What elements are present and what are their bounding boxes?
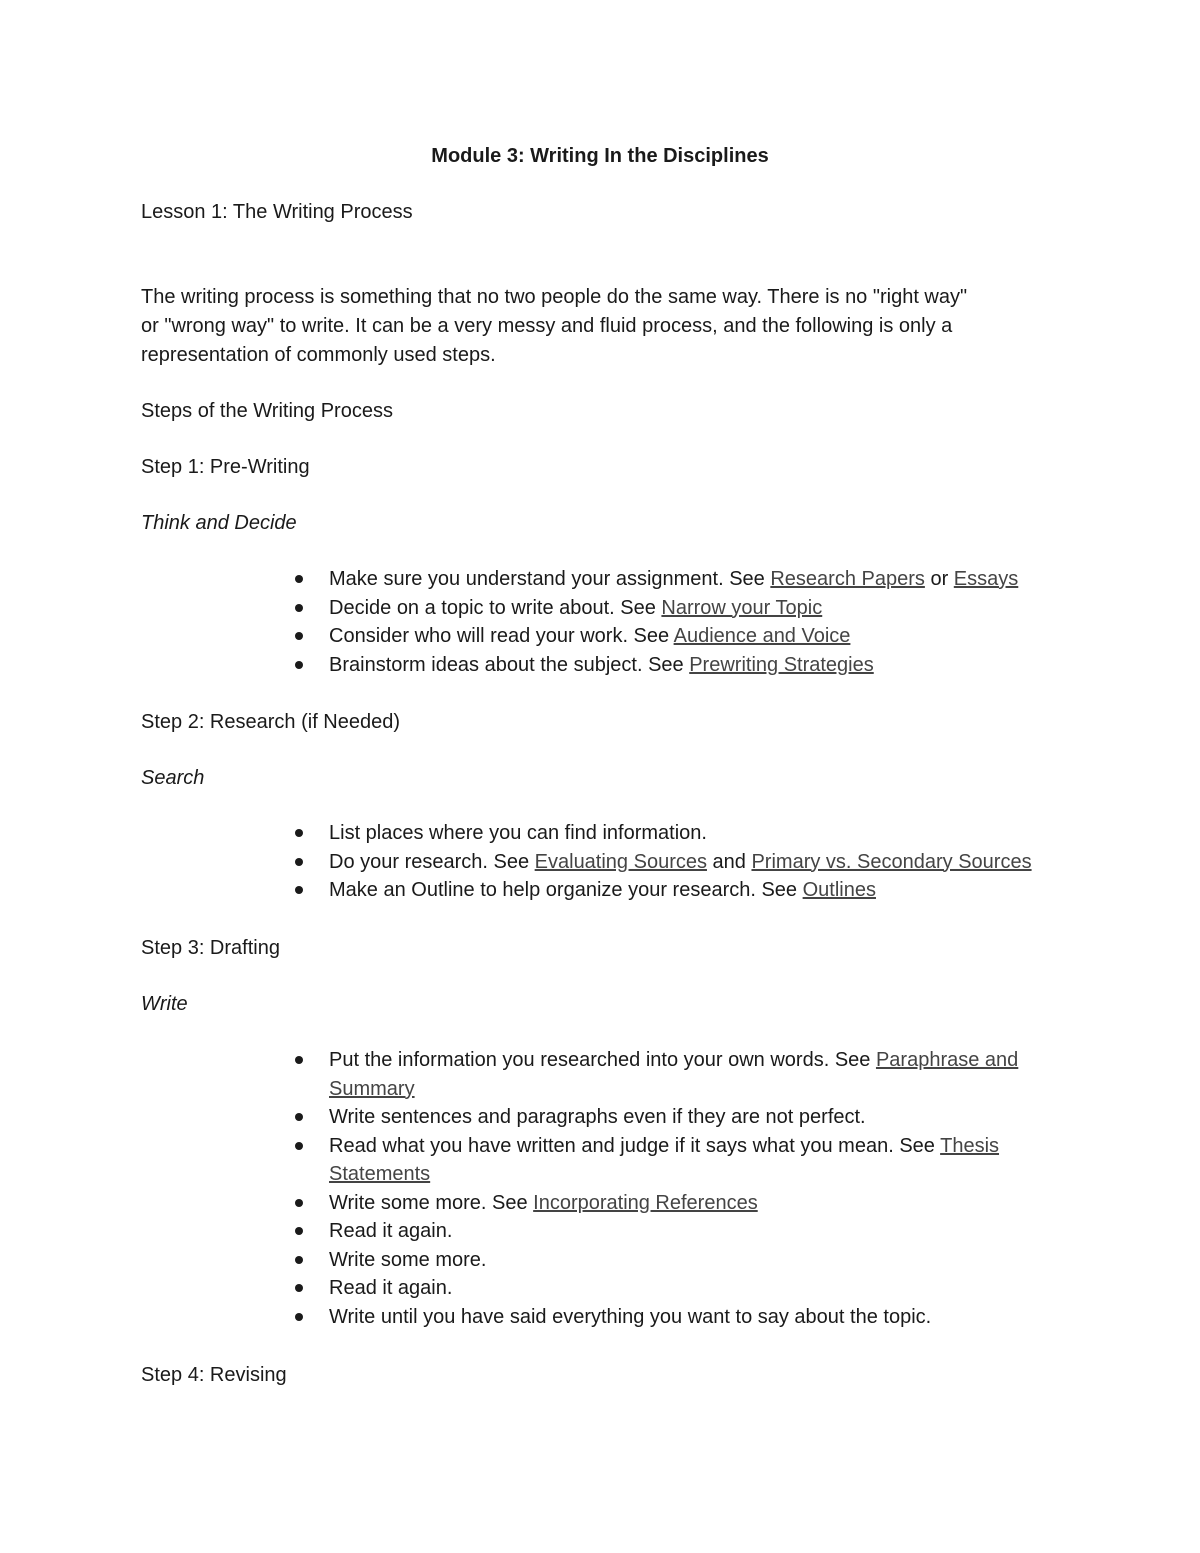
step1-list (329, 565, 1069, 679)
intro-line-3: representation of commonly used steps. (141, 344, 496, 366)
list-item: Put the information you researched into your own words. See Paraphrase and Summary (329, 1046, 1069, 1103)
intro-line-2: or "wrong way" to write. It can be a very messy and fluid process, and the following is only a (141, 315, 953, 337)
list-item: List places where you can find information. (329, 819, 1069, 848)
essays-link[interactable]: Essays (953, 568, 1019, 590)
step1-subheading: Think and Decide (141, 512, 297, 534)
thesis-statements-link[interactable]: Thesis Statements (329, 1134, 1000, 1185)
list-item: Read what you have written and judge if it says what you mean. See Thesis Statements (329, 1132, 1069, 1189)
step2-heading: Step 2: Research (if Needed) (141, 711, 401, 733)
list-item: Brainstorm ideas about the subject. See Prewriting Strategies (329, 651, 1069, 680)
steps-heading: Steps of the Writing Process (141, 400, 393, 422)
list-item: Write some more. See Incorporating References (329, 1189, 1069, 1218)
prewriting-strategies-link[interactable]: Prewriting Strategies (689, 653, 874, 676)
step3-heading: Step 3: Drafting (141, 937, 280, 959)
list-item: Write sentences and paragraphs even if they are not perfect. (329, 1103, 1069, 1132)
list-item: Make sure you understand your assignment. See Research Papers or Essays (329, 565, 1069, 594)
step2-list (329, 819, 1069, 905)
lesson-heading: Lesson 1: The Writing Process (141, 201, 413, 223)
list-item: Read it again. (329, 1274, 1069, 1303)
audience-and-voice-link[interactable]: Audience and Voice (673, 625, 851, 647)
step3-list (329, 1046, 1069, 1331)
list-item: Make an Outline to help organize your research. See Outlines (329, 876, 1069, 905)
step1-heading: Step 1: Pre-Writing (141, 456, 310, 478)
list-item: Consider who will read your work. See Audience and Voice (329, 622, 1069, 651)
research-papers-link[interactable]: Research Papers (770, 568, 925, 590)
incorporating-references-link[interactable]: Incorporating References (533, 1191, 758, 1214)
list-item: Write some more. (329, 1246, 1069, 1275)
paraphrase-and-summary-link[interactable]: Paraphrase and Summary (329, 1049, 1019, 1100)
intro-line-1: The writing process is something that no two people do the same way. There is no "right way" (141, 286, 968, 308)
primary-vs-secondary-sources-link[interactable]: Primary vs. Secondary Sources (751, 850, 1032, 873)
list-item: Write until you have said everything you want to say about the topic. (329, 1303, 1069, 1332)
step4-heading: Step 4: Revising (141, 1364, 287, 1386)
page-title: Module 3: Writing In the Disciplines (431, 145, 769, 167)
step3-subheading: Write (141, 993, 188, 1015)
outlines-link[interactable]: Outlines (802, 879, 876, 901)
list-item: Do your research. See Evaluating Sources and Primary vs. Secondary Sources (329, 848, 1069, 877)
list-item: Decide on a topic to write about. See Narrow your Topic (329, 594, 1069, 623)
narrow-your-topic-link[interactable]: Narrow your Topic (661, 596, 823, 619)
evaluating-sources-link[interactable]: Evaluating Sources (534, 850, 707, 873)
step2-subheading: Search (141, 767, 205, 789)
list-item: Read it again. (329, 1217, 1069, 1246)
